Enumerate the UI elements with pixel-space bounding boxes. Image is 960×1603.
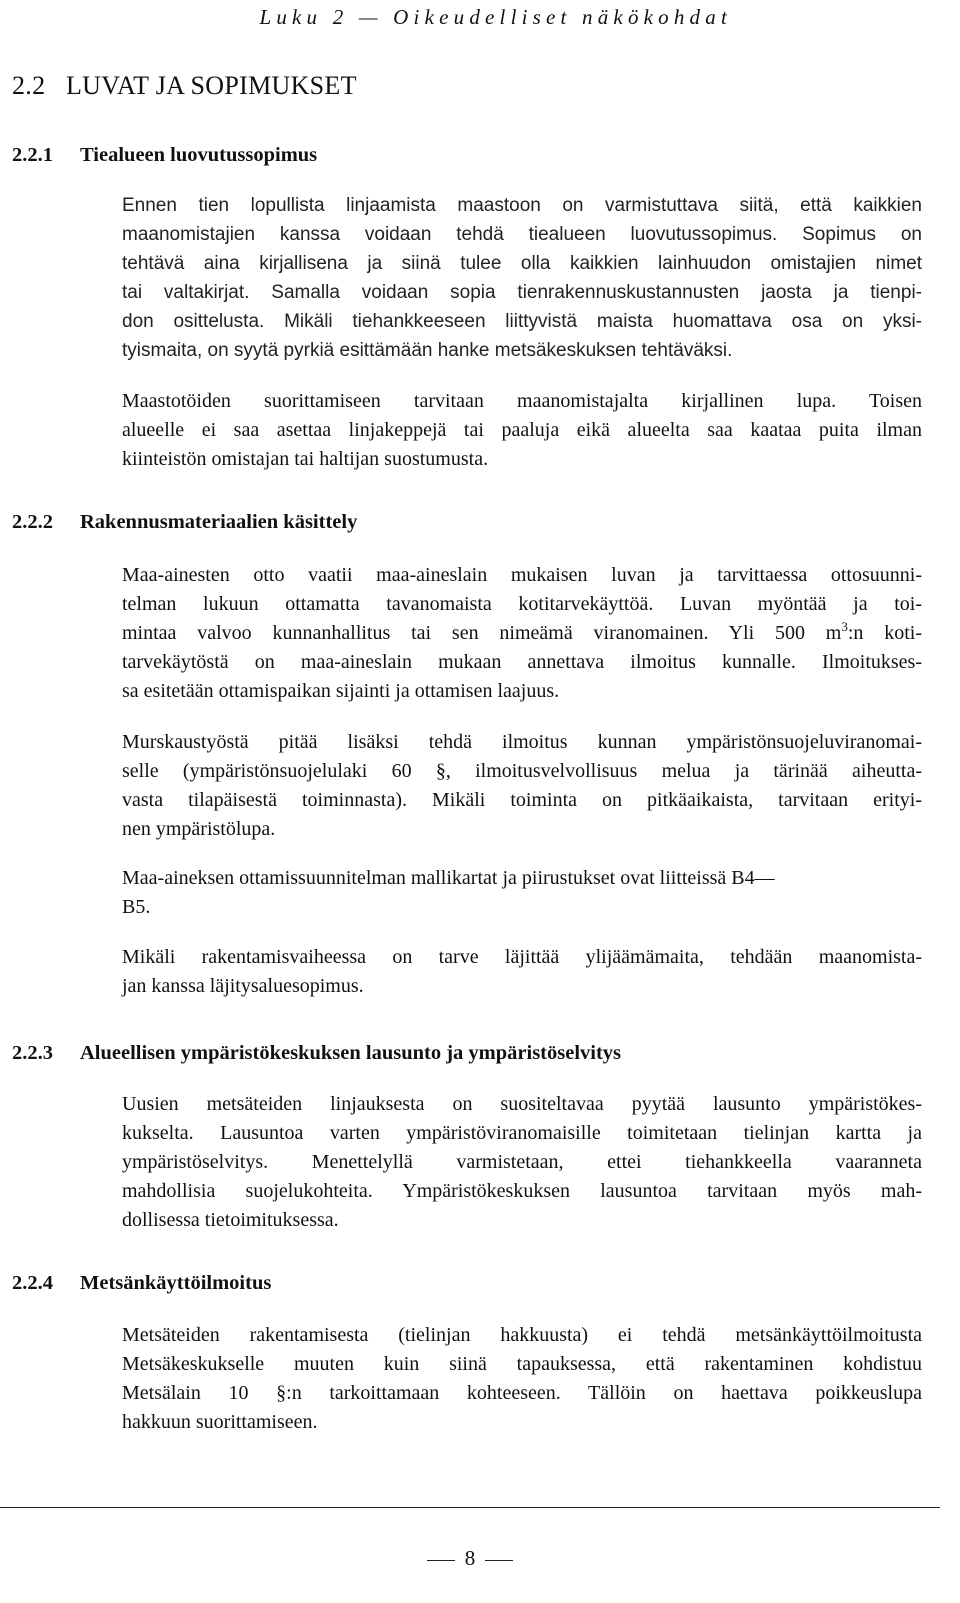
- text-line: Murskaustyöstä pitää lisäksi tehdä ilmoitus kunnan ympäristönsuojeluviranomai-: [122, 731, 922, 753]
- paragraph-mallikartat: [122, 864, 922, 922]
- text-line: alueelle ei saa asettaa linjakeppejä tai paaluja eikä alueelta saa kaataa puita ilman: [122, 419, 922, 441]
- paragraph-metsankayttoilmoitus: [122, 1321, 922, 1437]
- text-line: jan kanssa läjitysaluesopimus.: [122, 975, 364, 997]
- section-number: 2.2: [12, 71, 46, 100]
- page-number-value: 8: [464, 1546, 476, 1570]
- text-line: Uusien metsäteiden linjauksesta on suositeltavaa pyytää lausunto ympäristökes-: [122, 1093, 922, 1115]
- subsection-title: Tiealueen luovutussopimus: [80, 144, 318, 166]
- running-head: Luku 2 — Oikeudelliset näkökohdat: [259, 5, 732, 29]
- subsection-number: 2.2.3: [12, 1042, 53, 1064]
- paragraph-maastotyolupa: [122, 387, 922, 474]
- text-fragment: :n koti-: [847, 622, 922, 644]
- page-number-dash-right: [485, 1560, 513, 1561]
- text-line: Metsälain 10 §:n tarkoittamaan kohteeseen. Tällöin on haettava poikkeuslupa: [122, 1382, 922, 1404]
- paragraph-luovutussopimus: [122, 191, 922, 365]
- subsection-number: 2.2.2: [12, 511, 53, 533]
- text-fragment: mintaa valvoo kunnanhallitus tai sen nimeämä viranomainen. Yli 500 m: [122, 622, 842, 644]
- subsection-title: Rakennusmateriaalien käsittely: [80, 511, 358, 533]
- text-line: [122, 619, 922, 648]
- superscript: 3: [841, 619, 848, 634]
- text-line: telman lukuun ottamatta tavanomaista kotitarvekäyttöä. Luvan myöntää ja toi-: [122, 593, 922, 615]
- text-line: Maa-ainesten otto vaatii maa-aineslain mukaisen luvan ja tarvittaessa ottosuunni-: [122, 564, 922, 586]
- text-line: Maastotöiden suorittamiseen tarvitaan maanomistajalta kirjallinen lupa. Toisen: [122, 390, 922, 412]
- paragraph-lajitys: [122, 943, 922, 1001]
- section-title: LUVAT JA SOPIMUKSET: [66, 71, 357, 100]
- text-line: Mikäli rakentamisvaiheessa on tarve läjittää ylijäämämaita, tehdään maanomista-: [122, 946, 922, 968]
- text-line: Ennen tien lopullista linjaamista maastoon on varmistuttava siitä, että kaikkien: [122, 195, 922, 216]
- subsection-heading-2-2-3: [12, 1040, 621, 1066]
- section-heading: [12, 71, 357, 101]
- text-line: maanomistajien kanssa voidaan tehdä tiealueen luovutussopimus. Sopimus on: [122, 224, 922, 245]
- text-line: B5.: [122, 896, 151, 918]
- text-line: tyismaita, on syytä pyrkiä esittämään hanke metsäkeskuksen tehtäväksi.: [122, 340, 733, 361]
- text-line: sa esitetään ottamispaikan sijainti ja ottamisen laajuus.: [122, 680, 560, 702]
- text-line: Metsäkeskukselle muuten kuin siinä tapauksessa, että rakentaminen kohdistuu: [122, 1353, 922, 1375]
- text-line: selle (ympäristönsuojelulaki 60 §, ilmoitusvelvollisuus melua ja tärinää aiheutta-: [122, 760, 922, 782]
- text-line: don osittelusta. Mikäli tiehankkeeseen liittyvistä maista huomattava osa on yksi-: [122, 311, 922, 332]
- subsection-heading-2-2-2: [12, 509, 357, 535]
- text-line: dollisessa tietoimituksessa.: [122, 1209, 339, 1231]
- subsection-heading-2-2-4: [12, 1270, 271, 1296]
- footer-rule: [0, 1507, 940, 1508]
- paragraph-lausunto: [122, 1090, 922, 1235]
- text-line: tai valtakirjat. Samalla voidaan sopia tienrakennuskustannusten jaosta ja tienpi-: [122, 282, 922, 303]
- text-line: hakkuun suorittamiseen.: [122, 1411, 318, 1433]
- text-line: ympäristöselvitys. Menettelyllä varmistetaan, ettei tiehankkeella vaaranneta: [122, 1151, 922, 1173]
- text-line: Maa-aineksen ottamissuunnitelman mallikartat ja piirustukset ovat liitteissä B4—: [122, 867, 775, 889]
- page-number: [0, 1545, 940, 1571]
- text-line: tehtävä aina kirjallisena ja siinä tulee olla kaikkien lainhuudon omistajien nimet: [122, 253, 922, 274]
- text-line: kiinteistön omistajan tai haltijan suostumusta.: [122, 448, 489, 470]
- text-line: nen ympäristölupa.: [122, 818, 276, 840]
- paragraph-maa-ainesten-otto: [122, 561, 922, 706]
- page-number-dash-left: [427, 1560, 455, 1561]
- text-line: vasta tilapäisestä toiminnasta). Mikäli toiminta on pitkäaikaista, tarvitaan erityi-: [122, 789, 922, 811]
- subsection-title: Alueellisen ympäristökeskuksen lausunto ja ympäristöselvitys: [80, 1042, 622, 1064]
- subsection-number: 2.2.1: [12, 144, 53, 166]
- paragraph-murskaus: [122, 728, 922, 844]
- subsection-title: Metsänkäyttöilmoitus: [80, 1272, 272, 1294]
- text-line: Metsäteiden rakentamisesta (tielinjan hakkuusta) ei tehdä metsänkäyttöilmoitusta: [122, 1324, 922, 1346]
- text-line: tarvekäytöstä on maa-aineslain mukaan annettava ilmoitus kunnalle. Ilmoitukses-: [122, 651, 922, 673]
- subsection-number: 2.2.4: [12, 1272, 53, 1294]
- text-line: mahdollisia suojelukohteita. Ympäristökeskuksen lausuntoa tarvitaan myös mah-: [122, 1180, 922, 1202]
- subsection-heading-2-2-1: [12, 142, 317, 168]
- text-line: kukselta. Lausuntoa varten ympäristöviranomaisille toimitetaan tielinjan kartta ja: [122, 1122, 922, 1144]
